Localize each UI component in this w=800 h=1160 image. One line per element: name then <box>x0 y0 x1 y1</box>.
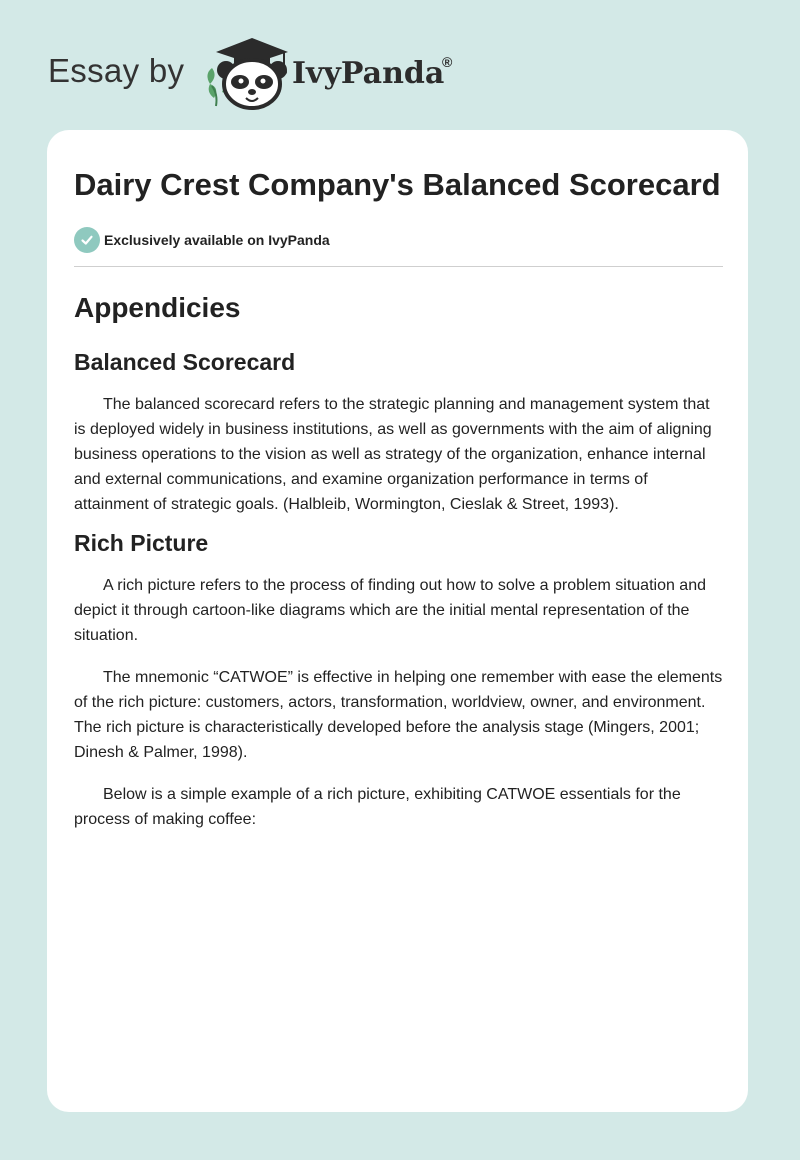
exclusive-badge <box>74 226 723 254</box>
paragraph: Below is a simple example of a rich picture, exhibiting CATWOE essentials for the process of making coffee: <box>74 786 681 828</box>
divider <box>74 266 723 267</box>
article-card <box>47 130 748 1112</box>
registered-mark: ® <box>442 54 453 70</box>
panda-graduate-logo-icon <box>200 34 296 110</box>
paragraph: The balanced scorecard refers to the strategic planning and management system that is deployed widely in business institutions, as well as governments with the aim of aligning business operations to the vision as well as strategy of the organization, enhance internal and external communications, and examine organization performance in terms of attainment of strategic goals. (Halbleib, Wormington, Cieslak & Street, 1993). <box>74 396 712 513</box>
brand-header[interactable] <box>46 34 486 114</box>
brand-prefix: Essay by <box>48 52 185 89</box>
brand-name: IvyPanda <box>292 56 445 91</box>
subsection-heading-rich-picture: Rich Picture <box>74 530 209 556</box>
paragraph: A rich picture refers to the process of finding out how to solve a problem situation and depict it through cartoon-like diagrams which are the initial mental representation of the situation. <box>74 577 706 644</box>
article-content <box>74 164 723 832</box>
section-heading: Appendicies <box>74 292 241 323</box>
article-title: Dairy Crest Company's Balanced Scorecard <box>74 167 721 202</box>
paragraph: The mnemonic “CATWOE” is effective in helping one remember with ease the elements of the rich picture: customers, actors, transformation, worldview, owner, and environment. The rich picture is characteristically developed before the analysis stage (Mingers, 2001; Dinesh & Palmer, 1998). <box>74 669 723 761</box>
subsection-heading-balanced-scorecard: Balanced Scorecard <box>74 349 296 375</box>
badge-text: Exclusively available on IvyPanda <box>104 232 330 248</box>
check-circle-icon <box>74 227 100 253</box>
